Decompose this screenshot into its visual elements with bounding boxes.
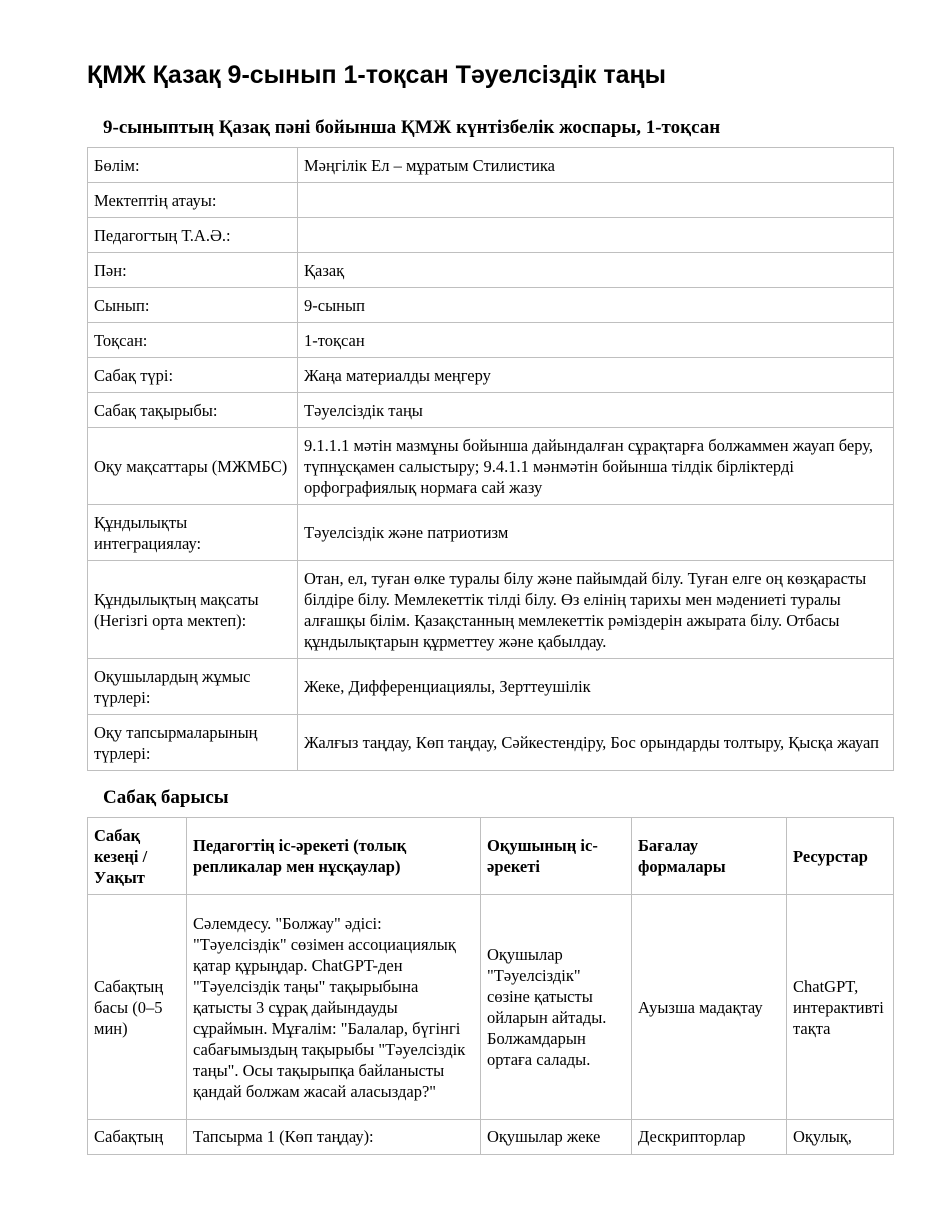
plan-heading: 9-сыныптың Қазақ пәні бойынша ҚМЖ күнтізбелік жоспары, 1-тоқсан bbox=[103, 117, 721, 138]
table-row bbox=[88, 148, 894, 183]
table-header-row bbox=[88, 818, 894, 895]
row-label: Сабақ тақырыбы: bbox=[88, 393, 298, 428]
assessment-cell: Ауызша мадақтау bbox=[632, 895, 787, 1120]
table-row bbox=[88, 715, 894, 771]
table-row bbox=[88, 323, 894, 358]
table-row bbox=[88, 505, 894, 561]
row-label: Оқу мақсаттары (МЖМБС) bbox=[88, 428, 298, 505]
row-value: Жаңа материалды меңгеру bbox=[298, 358, 894, 393]
table-row bbox=[88, 1120, 894, 1155]
row-value bbox=[298, 183, 894, 218]
student-action-cell: Оқушылар "Тәуелсіздік" сөзіне қатысты ойларын айтады. Болжамдарын ортаға салады. bbox=[481, 895, 632, 1120]
row-value: Тәуелсіздік таңы bbox=[298, 393, 894, 428]
row-value: Тәуелсіздік және патриотизм bbox=[298, 505, 894, 561]
teacher-action-cell: Сәлемдесу. "Болжау" әдісі: "Тәуелсіздік" сөзімен ассоциациялық қатар құрыңдар. ChatGPT-ден "Тәуелсіздік таңы" тақырыбына қатысты 3 сұрақ дайындауды сұраймын. Мұғалім: "Балалар, бүгінгі сабағымыздың тақырыбы "Тәуелсіздік таңы". Осы тақырыпқа байланысты қандай болжам жасай аласыздар?" bbox=[187, 895, 481, 1120]
row-value: Отан, ел, туған өлке туралы білу және пайымдай білу. Туған елге оң көзқарасты білдіре білу. Мемлекеттік тілді білу. Өз елінің тарихы мен мәдениеті туралы алғашқы білім. Қазақстанның мемлекеттік рәміздерін ажырата білу. Отбасы құндылықтарын құрметтеу және қабылдау. bbox=[298, 561, 894, 659]
table-row bbox=[88, 358, 894, 393]
row-label: Мектептің атауы: bbox=[88, 183, 298, 218]
row-value: Мәңгілік Ел – мұратым Стилистика bbox=[298, 148, 894, 183]
row-label: Сабақ түрі: bbox=[88, 358, 298, 393]
row-value: 9.1.1.1 мәтін мазмұны бойынша дайындалған сұрақтарға болжаммен жауап беру, түпнұсқамен салыстыру; 9.4.1.1 мәнмәтін бойынша тілдік бірліктерді орфографиялық нормаға сай жазу bbox=[298, 428, 894, 505]
assessment-cell: Дескрипторлар bbox=[632, 1120, 787, 1155]
row-value: 9-сынып bbox=[298, 288, 894, 323]
table-row bbox=[88, 659, 894, 715]
stage-cell: Сабақтың bbox=[88, 1120, 187, 1155]
document-title: ҚМЖ Қазақ 9-сынып 1-тоқсан Тәуелсіздік таңы bbox=[87, 61, 666, 89]
row-value bbox=[298, 218, 894, 253]
table-row bbox=[88, 428, 894, 505]
row-value: Жалғыз таңдау, Көп таңдау, Сәйкестендіру, Бос орындарды толтыру, Қысқа жауап bbox=[298, 715, 894, 771]
column-header-resources: Ресурстар bbox=[787, 818, 894, 895]
table-row bbox=[88, 253, 894, 288]
row-label: Құндылықты интеграциялау: bbox=[88, 505, 298, 561]
stage-cell: Сабақтың басы (0–5 мин) bbox=[88, 895, 187, 1120]
row-label: Оқу тапсырмаларының түрлері: bbox=[88, 715, 298, 771]
column-header-stage: Сабақ кезеңі / Уақыт bbox=[88, 818, 187, 895]
row-value: 1-тоқсан bbox=[298, 323, 894, 358]
row-label: Педагогтың Т.А.Ә.: bbox=[88, 218, 298, 253]
table-row bbox=[88, 183, 894, 218]
row-label: Құндылықтың мақсаты (Негізгі орта мектеп): bbox=[88, 561, 298, 659]
row-value: Қазақ bbox=[298, 253, 894, 288]
lesson-progress-heading: Сабақ барысы bbox=[103, 787, 229, 808]
student-action-cell: Оқушылар жеке bbox=[481, 1120, 632, 1155]
row-label: Пән: bbox=[88, 253, 298, 288]
table-row bbox=[88, 561, 894, 659]
resources-cell: ChatGPT, интерактивті тақта bbox=[787, 895, 894, 1120]
table-row bbox=[88, 895, 894, 1120]
lesson-process-table bbox=[87, 817, 894, 1155]
row-label: Тоқсан: bbox=[88, 323, 298, 358]
teacher-action-cell: Тапсырма 1 (Көп таңдау): bbox=[187, 1120, 481, 1155]
table-row bbox=[88, 288, 894, 323]
row-label: Оқушылардың жұмыс түрлері: bbox=[88, 659, 298, 715]
row-label: Бөлім: bbox=[88, 148, 298, 183]
lesson-info-table bbox=[87, 147, 894, 771]
row-value: Жеке, Дифференциациялы, Зерттеушілік bbox=[298, 659, 894, 715]
row-label: Сынып: bbox=[88, 288, 298, 323]
column-header-assessment: Бағалау формалары bbox=[632, 818, 787, 895]
table-row bbox=[88, 393, 894, 428]
table-row bbox=[88, 218, 894, 253]
column-header-teacher: Педагогтің іс-әрекеті (толық репликалар мен нұсқаулар) bbox=[187, 818, 481, 895]
column-header-student: Оқушының іс-әрекеті bbox=[481, 818, 632, 895]
resources-cell: Оқулық, bbox=[787, 1120, 894, 1155]
